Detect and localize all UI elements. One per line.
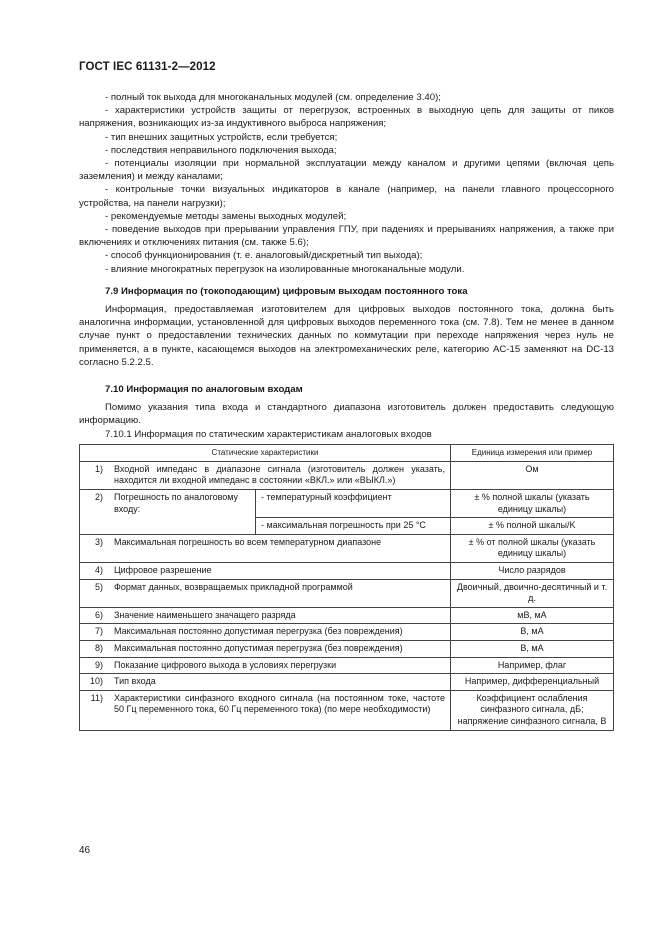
bullet-item: - потенциалы изоляции при нормальной эксплуатации между каналом и другими цепями (включая цепь заземления) и между каналами; xyxy=(79,158,614,183)
row-description: Погрешность по аналоговому входу: xyxy=(109,490,256,535)
table-row xyxy=(80,563,614,580)
row-description: Максимальная постоянно допустимая перегрузка (без повреждения) xyxy=(109,624,451,641)
table-row xyxy=(80,534,614,562)
row-number: 5) xyxy=(80,579,110,607)
table-row xyxy=(80,641,614,658)
bullet-item: - рекомендуемые методы замены выходных модулей; xyxy=(105,210,347,222)
bullet-item: - влияние многократных перегрузок на изолированные многоканальные модули. xyxy=(105,263,465,275)
table-header-unit: Единица измерения или пример xyxy=(451,444,614,461)
row-number: 6) xyxy=(80,607,110,624)
row-description: Максимальная постоянно допустимая перегрузка (без повреждения) xyxy=(109,641,451,658)
row-description: Значение наименьшего значащего разряда xyxy=(109,607,451,624)
table-row xyxy=(80,657,614,674)
table-row xyxy=(80,624,614,641)
table-row xyxy=(80,461,614,489)
bullet-item: - поведение выходов при прерывании управления ГПУ, при падениях и прерываниях напряжения, а также при включениях и отключениях питания (см. также 5.6); xyxy=(79,224,614,249)
row-description: Цифровое разрешение xyxy=(109,563,451,580)
table-row xyxy=(80,579,614,607)
section-text-7-9: Информация, предоставляемая изготовителем для цифровых выходов постоянного тока, должна быть аналогична информации, установленной для цифровых выходов переменного тока (см. 7.8). Тем не менее в данном случае пункт о предоставлении технических данных по коммутации при переходе напряжения через нуль не применяется, а в пункте, касающемся выходов на электромеханических реле, категорию AC-15 заменяют на DC-13 согласно 5.2.2.5. xyxy=(79,304,614,368)
bullet-item: - последствия неправильного подключения выхода; xyxy=(105,144,337,156)
page-content xyxy=(79,91,614,731)
row-number: 3) xyxy=(80,534,110,562)
row-number: 8) xyxy=(80,641,110,658)
static-characteristics-table xyxy=(79,444,614,731)
bullet-item: - полный ток выхода для многоканальных модулей (см. определение 3.40); xyxy=(105,92,441,103)
row-number: 1) xyxy=(80,461,110,489)
row-description: Входной импеданс в диапазоне сигнала (изготовитель должен указать, находится ли входной импеданс в состоянии «ВКЛ.» или «ВЫКЛ.») xyxy=(109,461,451,489)
table-header-row xyxy=(80,444,614,461)
row-unit: Например, флаг xyxy=(451,657,614,674)
bullet-item: - тип внешних защитных устройств, если требуется; xyxy=(105,131,338,143)
bullet-item: - контрольные точки визуальных индикаторов в канале (например, на панели главного процессорного устройства, на панели нагрузки); xyxy=(79,184,614,209)
section-text-7-10: Помимо указания типа входа и стандартного диапазона изготовитель должен предоставить следующую информацию. xyxy=(79,402,614,427)
table-row xyxy=(80,674,614,691)
row-unit: ± % полной шкалы (указать единицу шкалы) xyxy=(451,490,614,518)
row-description: Показание цифрового выхода в условиях перегрузки xyxy=(109,657,451,674)
row-unit: Коэффициент ослабления синфазного сигнала, дБ; напряжение синфазного сигнала, В xyxy=(451,690,614,730)
row-unit: Например, дифференциальный xyxy=(451,674,614,691)
row-sub-description: - максимальная погрешность при 25 °С xyxy=(256,518,451,535)
document-header: ГОСТ IEC 61131-2—2012 xyxy=(79,61,216,73)
subsection-heading-7-10-1: 7.10.1 Информация по статическим характеристикам аналоговых входов xyxy=(105,428,432,440)
row-number: 2) xyxy=(80,490,110,535)
table-row xyxy=(80,490,614,518)
bullet-item: - характеристики устройств защиты от перегрузок, встроенных в выходную цепь для защиты от пиков напряжения, возникающих из-за индуктивного выброса напряжения; xyxy=(79,105,614,130)
table-row xyxy=(80,607,614,624)
row-number: 7) xyxy=(80,624,110,641)
section-heading-7-10: 7.10 Информация по аналоговым входам xyxy=(105,384,303,396)
row-unit: мВ, мА xyxy=(451,607,614,624)
row-description: Формат данных, возвращаемых прикладной программой xyxy=(109,579,451,607)
bullet-item: - способ функционирования (т. е. аналоговый/дискретный тип выхода); xyxy=(105,250,423,262)
row-unit: ± % полной шкалы/K xyxy=(451,518,614,535)
table-header-characteristics: Статические характеристики xyxy=(80,444,451,461)
section-heading-7-9: 7.9 Информация по (токоподающим) цифровым выходам постоянного тока xyxy=(105,285,468,297)
page-number: 46 xyxy=(79,845,91,856)
row-unit: Двоичный, двоично-десятичный и т. д. xyxy=(451,579,614,607)
row-number: 9) xyxy=(80,657,110,674)
table-row xyxy=(80,690,614,730)
row-number: 11) xyxy=(80,690,110,730)
row-description: Максимальная погрешность во всем температурном диапазоне xyxy=(109,534,451,562)
row-sub-description: - температурный коэффициент xyxy=(256,490,451,518)
row-unit: В, мА xyxy=(451,641,614,658)
row-description: Характеристики синфазного входного сигнала (на постоянном токе, частоте 50 Гц переменного тока, 60 Гц переменного тока) (по мере необходимости) xyxy=(109,690,451,730)
row-unit: Число разрядов xyxy=(451,563,614,580)
row-unit: В, мА xyxy=(451,624,614,641)
row-number: 10) xyxy=(80,674,110,691)
row-description: Тип входа xyxy=(109,674,451,691)
row-unit: ± % от полной шкалы (указать единицу шкалы) xyxy=(451,534,614,562)
row-number: 4) xyxy=(80,563,110,580)
row-unit: Ом xyxy=(451,461,614,489)
